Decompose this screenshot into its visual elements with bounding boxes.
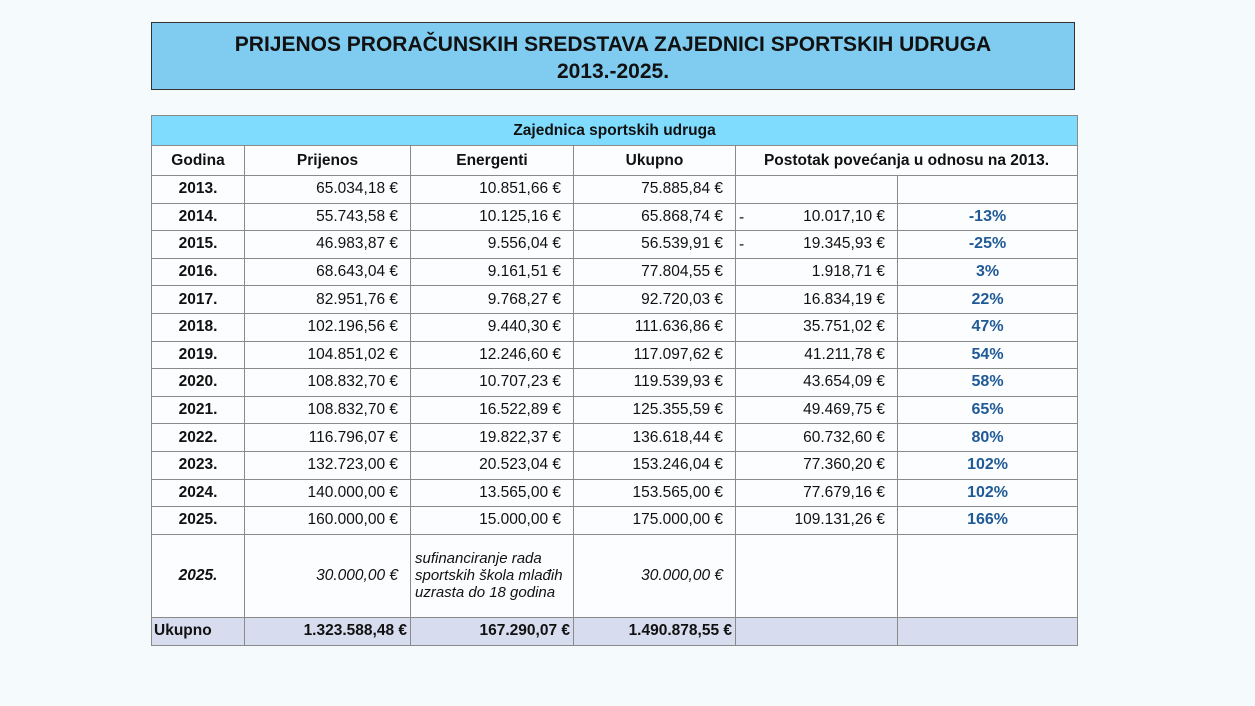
cell-percent: -25% <box>898 231 1078 259</box>
cell-energy: 15.000,00 € <box>411 507 574 535</box>
special-note: sufinanciranje rada sportskih škola mlađih uzrasta do 18 godina <box>411 534 574 617</box>
cell-year: 2016. <box>152 258 245 286</box>
cell-percent: -13% <box>898 203 1078 231</box>
totals-empty-pct <box>898 617 1078 645</box>
cell-percent: 54% <box>898 341 1078 369</box>
cell-total: 65.868,74 € <box>574 203 736 231</box>
cell-year: 2021. <box>152 396 245 424</box>
cell-total: 92.720,03 € <box>574 286 736 314</box>
cell-total: 153.246,04 € <box>574 451 736 479</box>
page-title <box>151 22 1075 90</box>
table-row <box>152 507 1078 535</box>
title-line-2: 2013.-2025. <box>556 60 670 83</box>
cell-difference <box>736 424 898 452</box>
cell-year: 2024. <box>152 479 245 507</box>
table-header-row <box>152 146 1078 176</box>
cell-total: 117.097,62 € <box>574 341 736 369</box>
title-line-1: PRIJENOS PRORAČUNSKIH SREDSTAVA ZAJEDNICI SPORTSKIH UDRUGA <box>234 33 992 56</box>
special-year: 2025. <box>152 534 245 617</box>
cell-percent: 22% <box>898 286 1078 314</box>
cell-transfer: 108.832,70 € <box>245 369 411 397</box>
totals-total: 1.490.878,55 € <box>574 617 736 645</box>
budget-table <box>151 115 1078 646</box>
totals-empty-diff <box>736 617 898 645</box>
totals-label: Ukupno <box>152 617 245 645</box>
cell-difference <box>736 369 898 397</box>
table-row <box>152 341 1078 369</box>
cell-energy: 16.522,89 € <box>411 396 574 424</box>
cell-energy: 9.161,51 € <box>411 258 574 286</box>
cell-total: 125.355,59 € <box>574 396 736 424</box>
cell-transfer: 116.796,07 € <box>245 424 411 452</box>
special-transfer: 30.000,00 € <box>245 534 411 617</box>
cell-energy: 10.707,23 € <box>411 369 574 397</box>
cell-energy: 12.246,60 € <box>411 341 574 369</box>
table-row <box>152 424 1078 452</box>
cell-year: 2017. <box>152 286 245 314</box>
totals-transfer: 1.323.588,48 € <box>245 617 411 645</box>
cell-percent <box>898 176 1078 204</box>
cell-total: 75.885,84 € <box>574 176 736 204</box>
cell-energy: 10.125,16 € <box>411 203 574 231</box>
totals-row <box>152 617 1078 645</box>
cell-difference <box>736 451 898 479</box>
cell-difference <box>736 286 898 314</box>
cell-energy: 13.565,00 € <box>411 479 574 507</box>
difference-value: 35.751,02 € <box>803 318 885 336</box>
header-energy: Energenti <box>411 146 574 176</box>
cell-total: 175.000,00 € <box>574 507 736 535</box>
header-increase: Postotak povećanja u odnosu na 2013. <box>736 146 1078 176</box>
cell-transfer: 46.983,87 € <box>245 231 411 259</box>
cell-year: 2019. <box>152 341 245 369</box>
cell-difference <box>736 176 898 204</box>
cell-transfer: 140.000,00 € <box>245 479 411 507</box>
cell-year: 2013. <box>152 176 245 204</box>
cell-year: 2023. <box>152 451 245 479</box>
header-total: Ukupno <box>574 146 736 176</box>
cell-total: 153.565,00 € <box>574 479 736 507</box>
difference-value: 43.654,09 € <box>803 373 885 391</box>
cell-energy: 9.556,04 € <box>411 231 574 259</box>
cell-energy: 19.822,37 € <box>411 424 574 452</box>
table-row <box>152 203 1078 231</box>
table-row <box>152 369 1078 397</box>
table-row <box>152 396 1078 424</box>
cell-year: 2020. <box>152 369 245 397</box>
difference-value: 16.834,19 € <box>803 290 885 308</box>
cell-percent: 65% <box>898 396 1078 424</box>
cell-percent: 47% <box>898 313 1078 341</box>
cell-year: 2015. <box>152 231 245 259</box>
table-caption-row <box>152 116 1078 146</box>
cell-year: 2022. <box>152 424 245 452</box>
cell-energy: 9.768,27 € <box>411 286 574 314</box>
cell-energy: 9.440,30 € <box>411 313 574 341</box>
difference-value: 41.211,78 € <box>804 345 885 363</box>
special-row <box>152 534 1078 617</box>
cell-transfer: 65.034,18 € <box>245 176 411 204</box>
difference-value: 10.017,10 € <box>803 207 885 225</box>
cell-percent: 3% <box>898 258 1078 286</box>
cell-percent: 80% <box>898 424 1078 452</box>
cell-total: 119.539,93 € <box>574 369 736 397</box>
difference-value: 1.918,71 € <box>811 263 885 281</box>
cell-transfer: 68.643,04 € <box>245 258 411 286</box>
totals-energy: 167.290,07 € <box>411 617 574 645</box>
table-row <box>152 479 1078 507</box>
difference-value: 77.360,20 € <box>803 456 885 474</box>
cell-transfer: 102.196,56 € <box>245 313 411 341</box>
table-row <box>152 313 1078 341</box>
table-caption: Zajednica sportskih udruga <box>152 116 1078 146</box>
header-year: Godina <box>152 146 245 176</box>
cell-transfer: 55.743,58 € <box>245 203 411 231</box>
cell-difference <box>736 258 898 286</box>
special-total: 30.000,00 € <box>574 534 736 617</box>
cell-difference <box>736 341 898 369</box>
cell-difference <box>736 479 898 507</box>
table-row <box>152 231 1078 259</box>
table-row <box>152 258 1078 286</box>
cell-difference <box>736 313 898 341</box>
cell-percent: 102% <box>898 451 1078 479</box>
cell-year: 2014. <box>152 203 245 231</box>
cell-transfer: 108.832,70 € <box>245 396 411 424</box>
header-transfer: Prijenos <box>245 146 411 176</box>
table-row <box>152 176 1078 204</box>
difference-value: 77.679,16 € <box>803 483 885 501</box>
cell-difference <box>736 231 898 259</box>
cell-transfer: 104.851,02 € <box>245 341 411 369</box>
cell-transfer: 160.000,00 € <box>245 507 411 535</box>
difference-value: 49.469,75 € <box>803 401 885 419</box>
cell-difference <box>736 203 898 231</box>
cell-total: 136.618,44 € <box>574 424 736 452</box>
cell-percent: 166% <box>898 507 1078 535</box>
cell-transfer: 132.723,00 € <box>245 451 411 479</box>
special-empty-diff <box>736 534 898 617</box>
cell-total: 56.539,91 € <box>574 231 736 259</box>
cell-energy: 10.851,66 € <box>411 176 574 204</box>
difference-value: 60.732,60 € <box>803 428 885 446</box>
cell-difference <box>736 396 898 424</box>
cell-transfer: 82.951,76 € <box>245 286 411 314</box>
difference-value: 19.345,93 € <box>803 235 885 253</box>
difference-value: 109.131,26 € <box>794 511 885 529</box>
cell-year: 2025. <box>152 507 245 535</box>
cell-percent: 102% <box>898 479 1078 507</box>
cell-percent: 58% <box>898 369 1078 397</box>
cell-total: 77.804,55 € <box>574 258 736 286</box>
special-empty-pct <box>898 534 1078 617</box>
table-row <box>152 451 1078 479</box>
cell-difference <box>736 507 898 535</box>
negative-sign: - <box>739 208 745 226</box>
negative-sign: - <box>739 236 745 254</box>
cell-total: 111.636,86 € <box>574 313 736 341</box>
table-row <box>152 286 1078 314</box>
cell-energy: 20.523,04 € <box>411 451 574 479</box>
cell-year: 2018. <box>152 313 245 341</box>
